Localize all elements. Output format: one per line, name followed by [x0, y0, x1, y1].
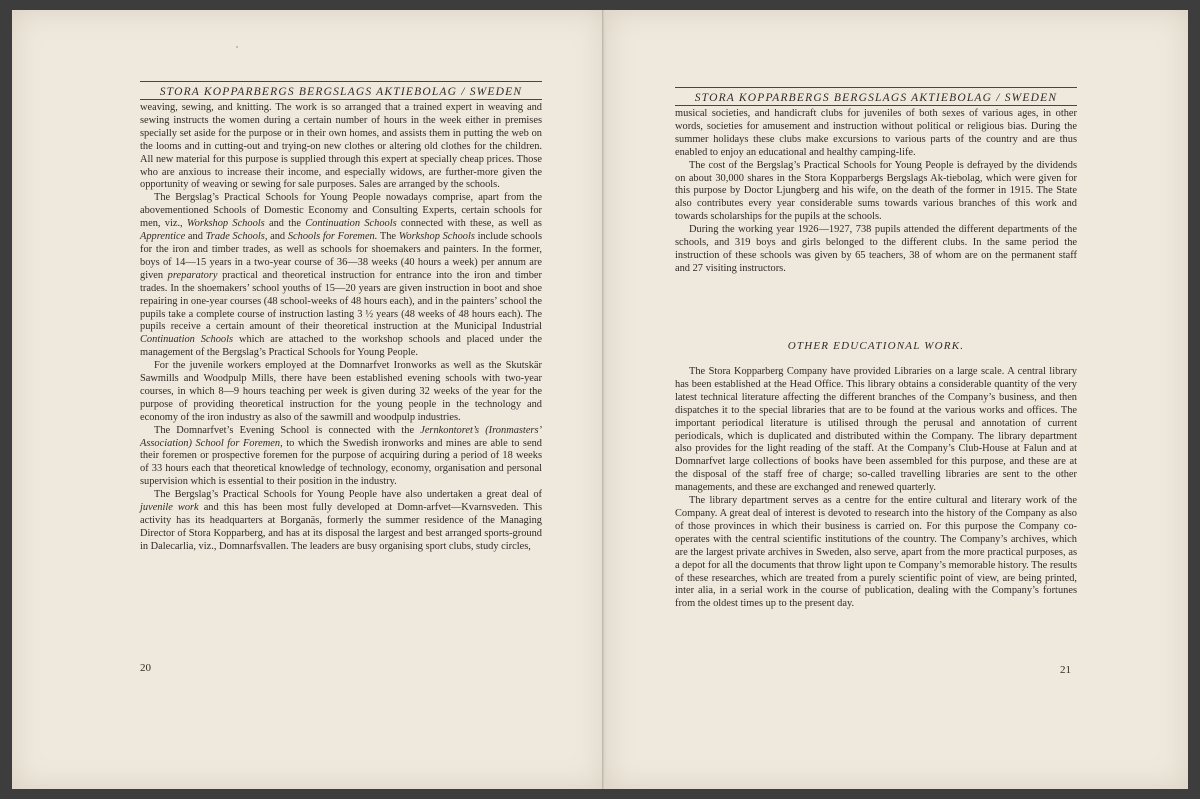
text-run: During the working year 1926—1927, 738 pupils attended the different departments of the schools, and 319 boys and girls belonged to the different clubs. In the same period the instruction of these schools was given by 65 teachers, 38 of whom are on the permanent staff and 27 visiting instructors. — [675, 224, 1077, 274]
text-run: include schools for the iron and timber trades, as well as schools for shoemakers and painters. In the former, boys of 14—15 years in a two-year course of 36—38 weeks (40 hours a week) per annum are given — [140, 231, 543, 281]
text-run: musical societies, and handicraft clubs for juveniles of both sexes of various ages, in other words, societies for amusement and instruction without political or religious bias. During the summer holidays these clubs make excursions to various parts of the country and are thus enabled to enjoy an educational and healthy camping-life. — [675, 108, 1077, 158]
italic-term: juvenile work — [140, 502, 199, 514]
text-run: and — [267, 231, 288, 243]
text-run: which are attached to the workshop schools and placed under the management of the Bergslag’s Practical Schools for Young People. — [140, 334, 542, 359]
italic-term: Schools for Foremen. — [287, 231, 378, 243]
left-header-text: STORA KOPPARBERGS BERGSLAGS AKTIEBOLAG / SWEDEN — [159, 86, 523, 98]
text-run: and — [185, 231, 206, 243]
section-title: OTHER EDUCATIONAL WORK. — [787, 340, 965, 352]
text-run: weaving, sewing, and knitting. The work is so arranged that a trained expert in weaving and sewing instructs the women during a certain number of hours in the week either in premises specially set aside for the purpose or in their own homes, and assists them in putting the web on the looms and in cutting-out and trying-on new clothes or altering old clothes for the children. All new material for this purpose is supplied through this expert at specially cheap prices. Those who are anxious to increase their income, and especially widows, are further-more given the opportunity of weaving or sewing for sale purposes. Sales are arranged by the schools. — [140, 102, 542, 191]
right-page-number: 21 — [1060, 664, 1071, 676]
text-run: The library department serves as a centre for the entire cultural and literary work of the Company. A great deal of interest is devoted to research into the history of the Company as also of those provinces in which their business is carried on. For this purpose the Company co-operates with the central scientific institutions of the country. The Company’s archives, which are the largest private archives in Sweden, also serve, apart from the more practical purposes, as a depot for all the documents that throw light upon te Company’s memorable history. The results of these researches, which are treated from a purely scientific point of view, are being printed, inter alia, in a serial work in the course of publication, dealing with the Company’s fortunes from the oldest times up to the present day. — [675, 495, 1077, 610]
paragraph — [140, 102, 542, 192]
italic-term: Workshop Schools — [186, 218, 265, 230]
left-running-header — [140, 81, 542, 100]
left-body-text — [140, 102, 542, 554]
paragraph — [140, 192, 542, 360]
paragraph — [675, 366, 1077, 495]
italic-term: Jernkontoret’s (Ironmasters’ Association) School for Foremen, — [140, 424, 542, 449]
text-run: connected with these, as well as — [396, 218, 542, 230]
text-run: practical and theoretical instruction for entrance into the iron and timber trades. In the shoemakers’ school youths of 15—20 years are given instruction in boot and shoe repairing in one-year courses (48 school-weeks of 48 hours each), and in the painters’ school the pupils take a complete course of instruction lasting 3 ½ years (48 weeks of 48 hours each). The pupils receive a certain amount of their theoretical instruction at the Municipal Industrial — [140, 269, 542, 333]
italic-term: preparatory — [167, 269, 218, 281]
paragraph — [140, 360, 542, 425]
text-run: The cost of the Bergslag’s Practical Schools for Young People is defrayed by the dividends on about 30,000 shares in the Stora Kopparbergs Bergslags Ak-tiebolag, which were given for this purpose by Doctor Ljungberg and his wife, on the death of the former in 1915. The State also contributes every year considerable sums towards various branches of this work and towards scholarships for the pupils at the schools. — [675, 159, 1077, 223]
right-body-text-top — [675, 108, 1077, 276]
right-page — [606, 10, 1188, 789]
right-body-text-bottom — [675, 366, 1077, 611]
text-run: The Stora Kopparberg Company have provided Libraries on a large scale. A central library has been established at the Head Office. This library obtains a considerable quantity of the very latest technical literature affecting the different branches of the Company’s business, and then dispatches it to the special libraries that are to be found at the various works and offices. The important periodical literature is utilised through the perusal and annotation of current periodicals, which is duplicated and distributed within the Company. The library department also provides for the light reading of the staff. At the Company’s Club-House at Falun and at Domnarfvet large collections of books have been assembled for this purpose, and these are at the disposal of the staff free of charge; so-called travelling libraries are sent to the other managements, and these are exchanged and renewed quarterly. — [675, 366, 1077, 494]
paragraph — [675, 160, 1077, 225]
italic-term: Workshop Schools — [398, 231, 475, 243]
paragraph — [675, 495, 1077, 611]
right-header-text: STORA KOPPARBERGS BERGSLAGS AKTIEBOLAG / SWEDEN — [694, 92, 1058, 104]
paper-speck — [236, 46, 238, 48]
text-run: and this has been most fully developed at Domn-arfvet—Kvarnsveden. This activity has its headquarters at Borganäs, formerly the summer residence of the Managing Director of Stora Kopparberg, and has at its disposal the largest and best arranged sports-ground in Dalecarlia, viz., Domnarfsvallen. The leaders are busy organising sport clubs, study circles, — [140, 502, 542, 552]
paragraph — [675, 224, 1077, 276]
italic-term: Continuation Schools — [140, 334, 234, 346]
italic-term: Continuation Schools — [305, 218, 397, 230]
paragraph — [140, 489, 542, 554]
left-page — [12, 10, 604, 789]
left-page-number: 20 — [140, 662, 151, 674]
text-run: to which the Swedish ironworks and mines are able to send their foremen or prospective foremen for the purpose of acquiring during a period of 18 weeks of 33 hours each that theoretical knowledge of technology, economy, organisation and personal supervision which is essential to their position in the industry. — [140, 437, 542, 488]
paragraph — [675, 108, 1077, 160]
italic-term: Trade Schools, — [205, 231, 268, 243]
text-run: The Bergslag’s Practical Schools for Young People have also undertaken a great deal of — [154, 489, 542, 501]
text-run: The Bergslag’s Practical Schools for Young People nowadays comprise, apart from the abovementioned Schools of Domestic Economy and Consulting Experts, certain schools for men, viz., — [140, 192, 542, 230]
paragraph — [140, 425, 542, 490]
text-run: and the — [264, 218, 306, 230]
text-run: The — [377, 231, 399, 243]
italic-term: Apprentice — [140, 231, 186, 243]
text-run: For the juvenile workers employed at the Domnarfvet Ironworks as well as the Skutskär Sawmills and Woodpulp Mills, there have been established evening schools with two-year courses, in which 8—9 hours teaching per week is given during 32 weeks of the year for the purpose of providing theoretical instruction for the young people in the technology and economy of the iron industry as also of the sawmill and woodpulp industries. — [140, 360, 542, 423]
text-run: The Domnarfvet’s Evening School is connected with the — [154, 424, 421, 436]
right-running-header — [675, 87, 1077, 106]
